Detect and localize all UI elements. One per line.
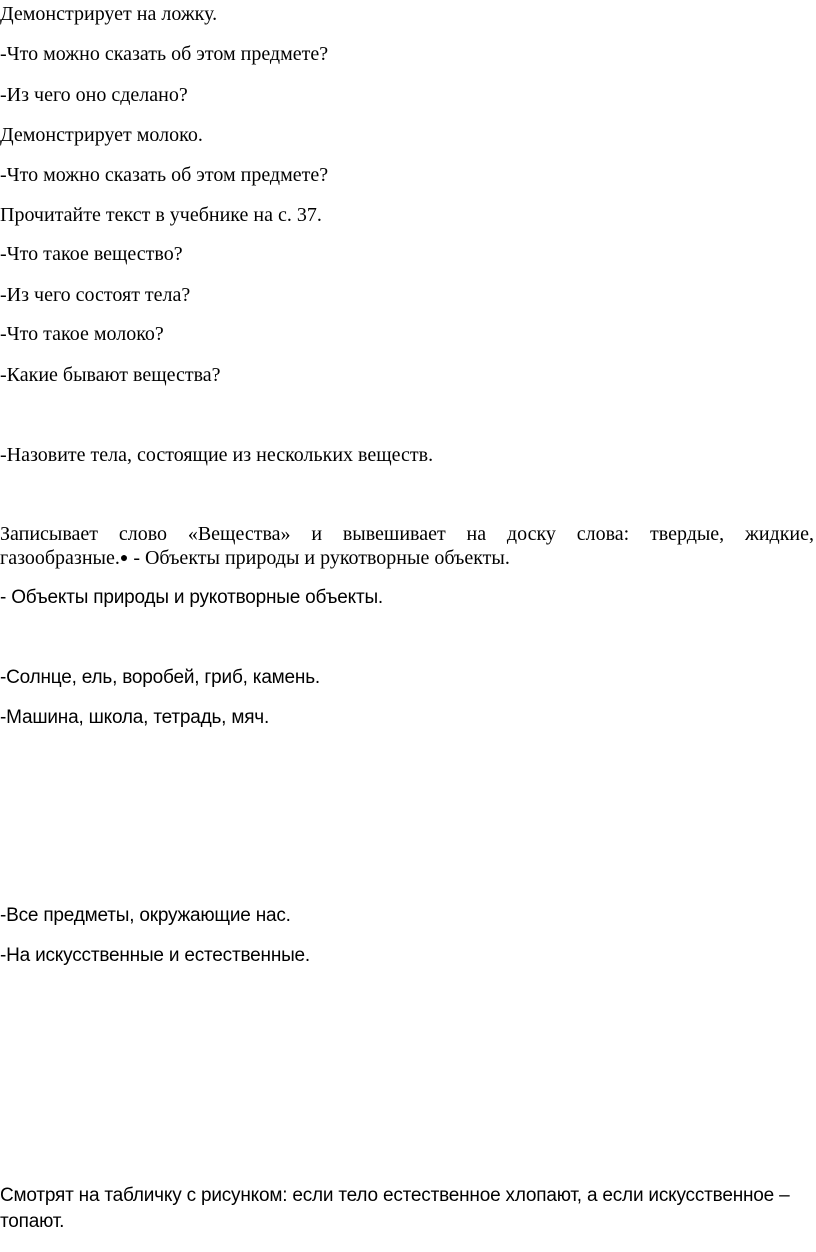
text-line-2: -Что можно сказать об этом предмете? [0,43,329,65]
text-line-9: -Что такое молоко? [0,323,164,345]
bullet-icon: ● [119,551,129,566]
sans-line-4: -Все предметы, окружающие нас. [0,905,291,926]
text-line-11: -Назовите тела, состоящие из нескольких веществ. [0,444,434,466]
sans-line-1: - Объекты природы и рукотворные объекты. [0,587,384,608]
final-line-1: Смотрят на табличку с рисунком: если тело естественное хлопают, а если искусственное – [0,1185,790,1206]
text-line-5: -Что можно сказать об этом предмете? [0,164,329,186]
word: слово [118,523,168,545]
paragraph-line-1 [0,522,814,546]
word: доску [506,523,556,545]
word: твердые, [650,523,725,545]
sans-line-3: -Машина, школа, тетрадь, мяч. [0,707,270,728]
paragraph-vesh [0,522,814,570]
final-line-2: топают. [0,1211,65,1232]
word: жидкие, [745,523,814,545]
word: Записывает [0,523,99,545]
word: слова: [576,523,630,545]
text-line-3: -Из чего оно сделано? [0,84,188,106]
text-line-7: -Что такое вещество? [0,243,183,265]
text-line-8: -Из чего состоят тела? [0,284,191,306]
sans-line-2: -Солнце, ель, воробей, гриб, камень. [0,667,320,688]
sans-line-5: -На искусственные и естественные. [0,945,311,966]
paragraph-line-2-start: газообразные. [0,547,120,569]
word: «Вещества» [187,523,291,545]
word: на [466,523,487,545]
word: вывешивает [342,523,446,545]
text-line-1: Демонстрирует на ложку. [0,3,218,25]
word: и [311,523,323,545]
text-line-6: Прочитайте текст в учебнике на с. 37. [0,204,322,226]
text-line-4: Демонстрирует молоко. [0,124,203,146]
paragraph-line-2 [0,546,814,570]
text-line-10: -Какие бывают вещества? [0,364,221,386]
paragraph-line-2-end: - Объекты природы и рукотворные объекты. [128,547,510,569]
